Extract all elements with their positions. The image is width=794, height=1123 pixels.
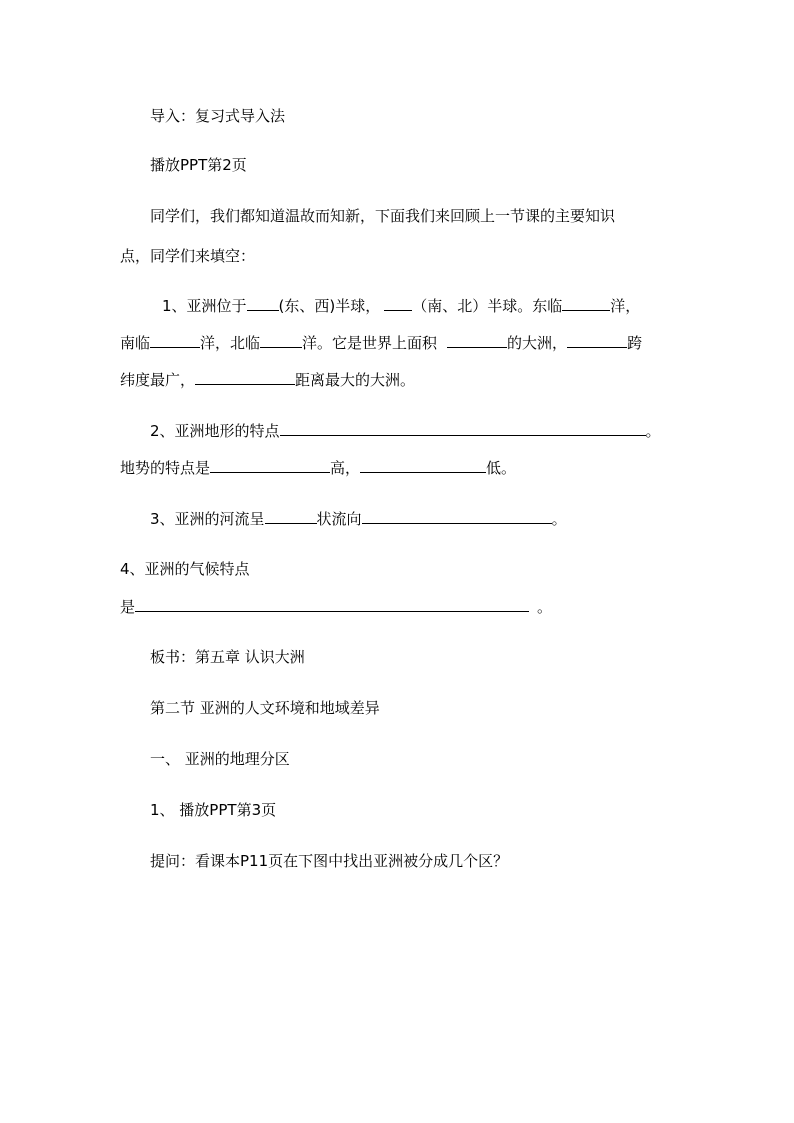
fill-blank[interactable] xyxy=(567,332,627,348)
q1-label: 1、亚洲位于 xyxy=(162,297,247,315)
question-4-line-1: 4、亚洲的气候特点 xyxy=(120,560,250,578)
q1-text: （南、北）半球。东临 xyxy=(412,297,563,315)
question-1-line-1 xyxy=(162,295,640,316)
fill-blank[interactable] xyxy=(384,295,412,311)
q1-text: 跨 xyxy=(627,334,643,352)
q2-text: 。 xyxy=(645,422,661,440)
question-3-line xyxy=(150,508,567,529)
fill-blank[interactable] xyxy=(150,332,200,348)
q4-text: 。 xyxy=(537,598,553,616)
q1-text: 距离最大的大洲。 xyxy=(295,371,416,389)
q1-text: (东、西)半球， xyxy=(278,297,381,315)
fill-blank[interactable] xyxy=(135,596,529,612)
intro-line: 导入：复习式导入法 xyxy=(150,107,286,125)
q1-text: 洋。它是世界上面积 xyxy=(302,334,438,352)
q4-text: 是 xyxy=(120,598,136,616)
fill-blank[interactable] xyxy=(280,420,646,436)
fill-blank[interactable] xyxy=(195,369,295,385)
fill-blank[interactable] xyxy=(360,457,486,473)
play-ppt-2-line: 播放PPT第2页 xyxy=(150,156,247,174)
fill-blank[interactable] xyxy=(210,457,330,473)
paragraph-line-2: 点，同学们来填空： xyxy=(120,247,256,265)
board-title: 板书：第五章 认识大洲 xyxy=(150,648,305,666)
item-1-line: 1、 播放PPT第3页 xyxy=(150,801,277,819)
part-1-heading: 一、 亚洲的地理分区 xyxy=(150,750,290,768)
q1-text: 洋， xyxy=(610,297,641,315)
q1-text: 南临 xyxy=(120,334,151,352)
q2-text: 低。 xyxy=(486,459,517,477)
question-1-line-3 xyxy=(120,369,415,390)
q2-text: 高， xyxy=(330,459,361,477)
q2-text: 地势的特点是 xyxy=(120,459,211,477)
q1-text: 洋，北临 xyxy=(200,334,261,352)
fill-blank[interactable] xyxy=(247,295,279,311)
fill-blank[interactable] xyxy=(562,295,610,311)
paragraph-line-1: 同学们，我们都知道温故而知新，下面我们来回顾上一节课的主要知识 xyxy=(150,207,616,225)
q2-label: 2、亚洲地形的特点 xyxy=(150,422,280,440)
fill-blank[interactable] xyxy=(362,508,552,524)
q3-label: 3、亚洲的河流呈 xyxy=(150,510,265,528)
q3-text: 状流向 xyxy=(316,510,362,528)
question-2-line-1 xyxy=(150,420,661,441)
fill-blank[interactable] xyxy=(265,508,317,524)
question-1-line-2 xyxy=(120,332,642,353)
q1-text: 的大洲， xyxy=(507,334,568,352)
question-4-line-2 xyxy=(120,596,552,617)
q3-text: 。 xyxy=(551,510,567,528)
section-title: 第二节 亚洲的人文环境和地域差异 xyxy=(150,699,380,717)
question-line: 提问：看课本P11页在下图中找出亚洲被分成几个区？ xyxy=(150,852,509,870)
q1-text: 纬度最广， xyxy=(120,371,196,389)
fill-blank[interactable] xyxy=(447,332,507,348)
question-2-line-2 xyxy=(120,457,516,478)
fill-blank[interactable] xyxy=(260,332,302,348)
